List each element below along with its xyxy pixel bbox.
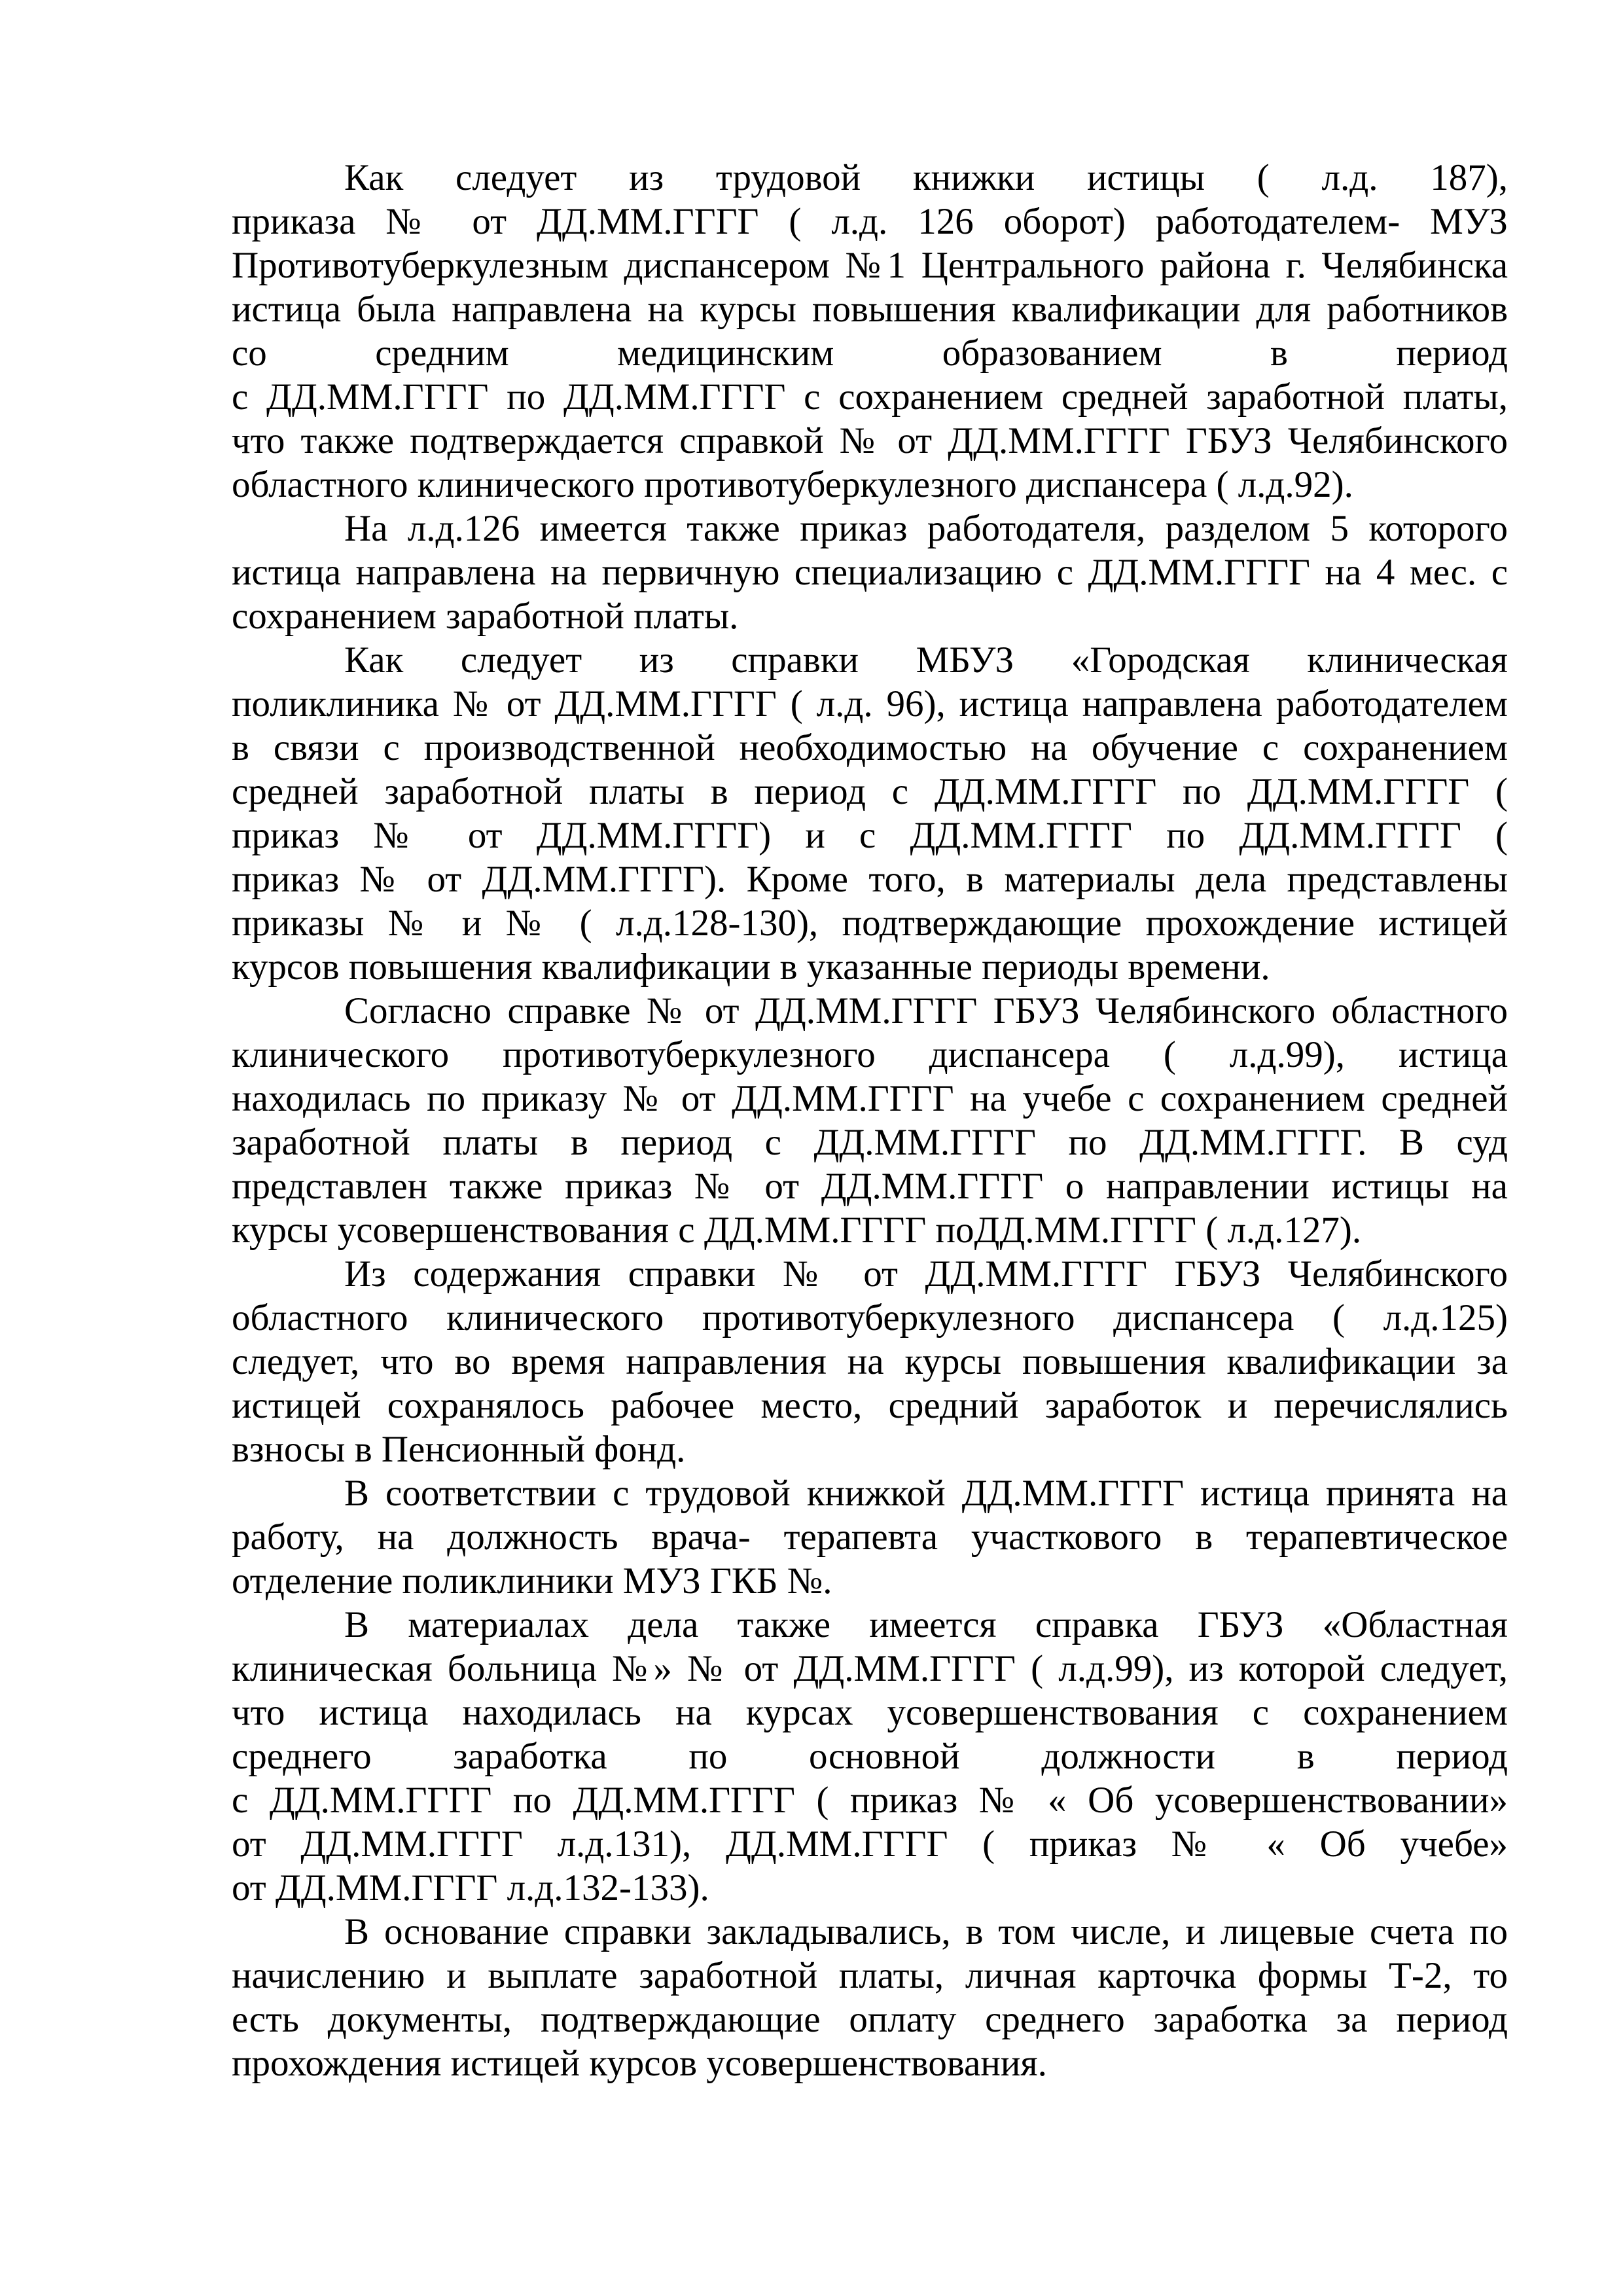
paragraph-7-line-3: что истица находилась на курсах усовершенствования с сохранением	[232, 1692, 1508, 1733]
paragraph-5-line-1: Из содержания справки № от ДД.ММ.ГГГГ ГБУЗ Челябинского	[344, 1253, 1508, 1295]
paragraph-3-line-7: приказы № и № ( л.д.128-130), подтверждающие прохождение истицей	[232, 903, 1508, 944]
paragraph-3-line-3: в связи с производственной необходимостью на обучение с сохранением	[232, 727, 1508, 768]
paragraph-7-line-2: клиническая больница №» № от ДД.ММ.ГГГГ ( л.д.99), из которой следует,	[232, 1648, 1508, 1689]
paragraph-7-line-4: среднего заработка по основной должности в период	[232, 1736, 1508, 1777]
paragraph-4-line-6: курсы усовершенствования с ДД.ММ.ГГГГ поДД.ММ.ГГГГ ( л.д.127).	[232, 1210, 1362, 1251]
paragraph-7-line-1: В материалах дела также имеется справка ГБУЗ «Областная	[344, 1604, 1508, 1645]
paragraph-1-line-7: что также подтверждается справкой № от ДД.ММ.ГГГГ ГБУЗ Челябинского	[232, 420, 1508, 461]
paragraph-4-line-1: Согласно справке № от ДД.ММ.ГГГГ ГБУЗ Челябинского областного	[344, 990, 1508, 1031]
paragraph-3-line-2: поликлиника № от ДД.ММ.ГГГГ ( л.д. 96), истица направлена работодателем	[232, 683, 1508, 725]
paragraph-4-line-3: находилась по приказу № от ДД.ММ.ГГГГ на учебе с сохранением средней	[232, 1078, 1508, 1119]
paragraph-5-line-5: взносы в Пенсионный фонд.	[232, 1429, 686, 1470]
paragraph-1-line-3: Противотуберкулезным диспансером №1 Центрального района г. Челябинска	[232, 245, 1508, 286]
paragraph-8-line-1: В основание справки закладывались, в том числе, и лицевые счета по	[344, 1911, 1508, 1952]
paragraph-1-line-6: с ДД.ММ.ГГГГ по ДД.ММ.ГГГГ с сохранением средней заработной платы,	[232, 376, 1508, 418]
paragraph-3-line-8: курсов повышения квалификации в указанные периоды времени.	[232, 946, 1270, 988]
paragraph-6-line-2: работу, на должность врача- терапевта участкового в терапевтическое	[232, 1516, 1508, 1558]
paragraph-3-line-1: Как следует из справки МБУЗ «Городская клиническая	[344, 639, 1508, 681]
paragraph-2-line-2: истица направлена на первичную специализацию с ДД.ММ.ГГГГ на 4 мес. с	[232, 552, 1508, 593]
paragraph-3-line-5: приказ № от ДД.ММ.ГГГГ) и с ДД.ММ.ГГГГ по ДД.ММ.ГГГГ (	[232, 815, 1508, 856]
paragraph-6-line-1: В соответствии с трудовой книжкой ДД.ММ.ГГГГ истица принята на	[344, 1473, 1508, 1514]
paragraph-5-line-2: областного клинического противотуберкулезного диспансера ( л.д.125)	[232, 1297, 1508, 1338]
document-text-block	[232, 156, 1508, 2085]
paragraph-8-line-3: есть документы, подтверждающие оплату среднего заработка за период	[232, 1999, 1508, 2040]
paragraph-4-line-4: заработной платы в период с ДД.ММ.ГГГГ по ДД.ММ.ГГГГ. В суд	[232, 1122, 1508, 1163]
paragraph-7-line-6: от ДД.ММ.ГГГГ л.д.131), ДД.ММ.ГГГГ ( приказ № « Об учебе»	[232, 1823, 1508, 1865]
paragraph-7-line-5: с ДД.ММ.ГГГГ по ДД.ММ.ГГГГ ( приказ № « Об усовершенствовании»	[232, 1780, 1508, 1821]
paragraph-3-line-6: приказ № от ДД.ММ.ГГГГ). Кроме того, в материалы дела представлены	[232, 859, 1508, 900]
paragraph-5-line-4: истицей сохранялось рабочее место, средний заработок и перечислялись	[232, 1385, 1508, 1426]
paragraph-8-line-4: прохождения истицей курсов усовершенствования.	[232, 2043, 1047, 2084]
paragraph-8-line-2: начислению и выплате заработной платы, личная карточка формы Т-2, то	[232, 1955, 1508, 1996]
paragraph-3-line-4: средней заработной платы в период с ДД.ММ.ГГГГ по ДД.ММ.ГГГГ (	[232, 771, 1508, 812]
paragraph-1-line-5: со средним медицинским образованием в период	[232, 332, 1508, 374]
paragraph-1-line-2: приказа № от ДД.ММ.ГГГГ ( л.д. 126 оборот) работодателем- МУЗ	[232, 201, 1508, 242]
paragraph-4-line-5: представлен также приказ № от ДД.ММ.ГГГГ о направлении истицы на	[232, 1166, 1508, 1207]
paragraph-5-line-3: следует, что во время направления на курсы повышения квалификации за	[232, 1341, 1508, 1382]
paragraph-1-line-4: истица была направлена на курсы повышения квалификации для работников	[232, 289, 1508, 330]
paragraph-7-line-7: от ДД.ММ.ГГГГ л.д.132-133).	[232, 1867, 709, 1909]
paragraph-1-line-1: Как следует из трудовой книжки истицы ( л.д. 187),	[344, 157, 1508, 198]
paragraph-1-line-8: областного клинического противотуберкулезного диспансера ( л.д.92).	[232, 464, 1353, 505]
paragraph-4-line-2: клинического противотуберкулезного диспансера ( л.д.99), истица	[232, 1034, 1508, 1075]
paragraph-6-line-3: отделение поликлиники МУЗ ГКБ №.	[232, 1560, 832, 1602]
paragraph-2-line-1: На л.д.126 имеется также приказ работодателя, разделом 5 которого	[344, 508, 1508, 549]
paragraph-2-line-3: сохранением заработной платы.	[232, 596, 739, 637]
